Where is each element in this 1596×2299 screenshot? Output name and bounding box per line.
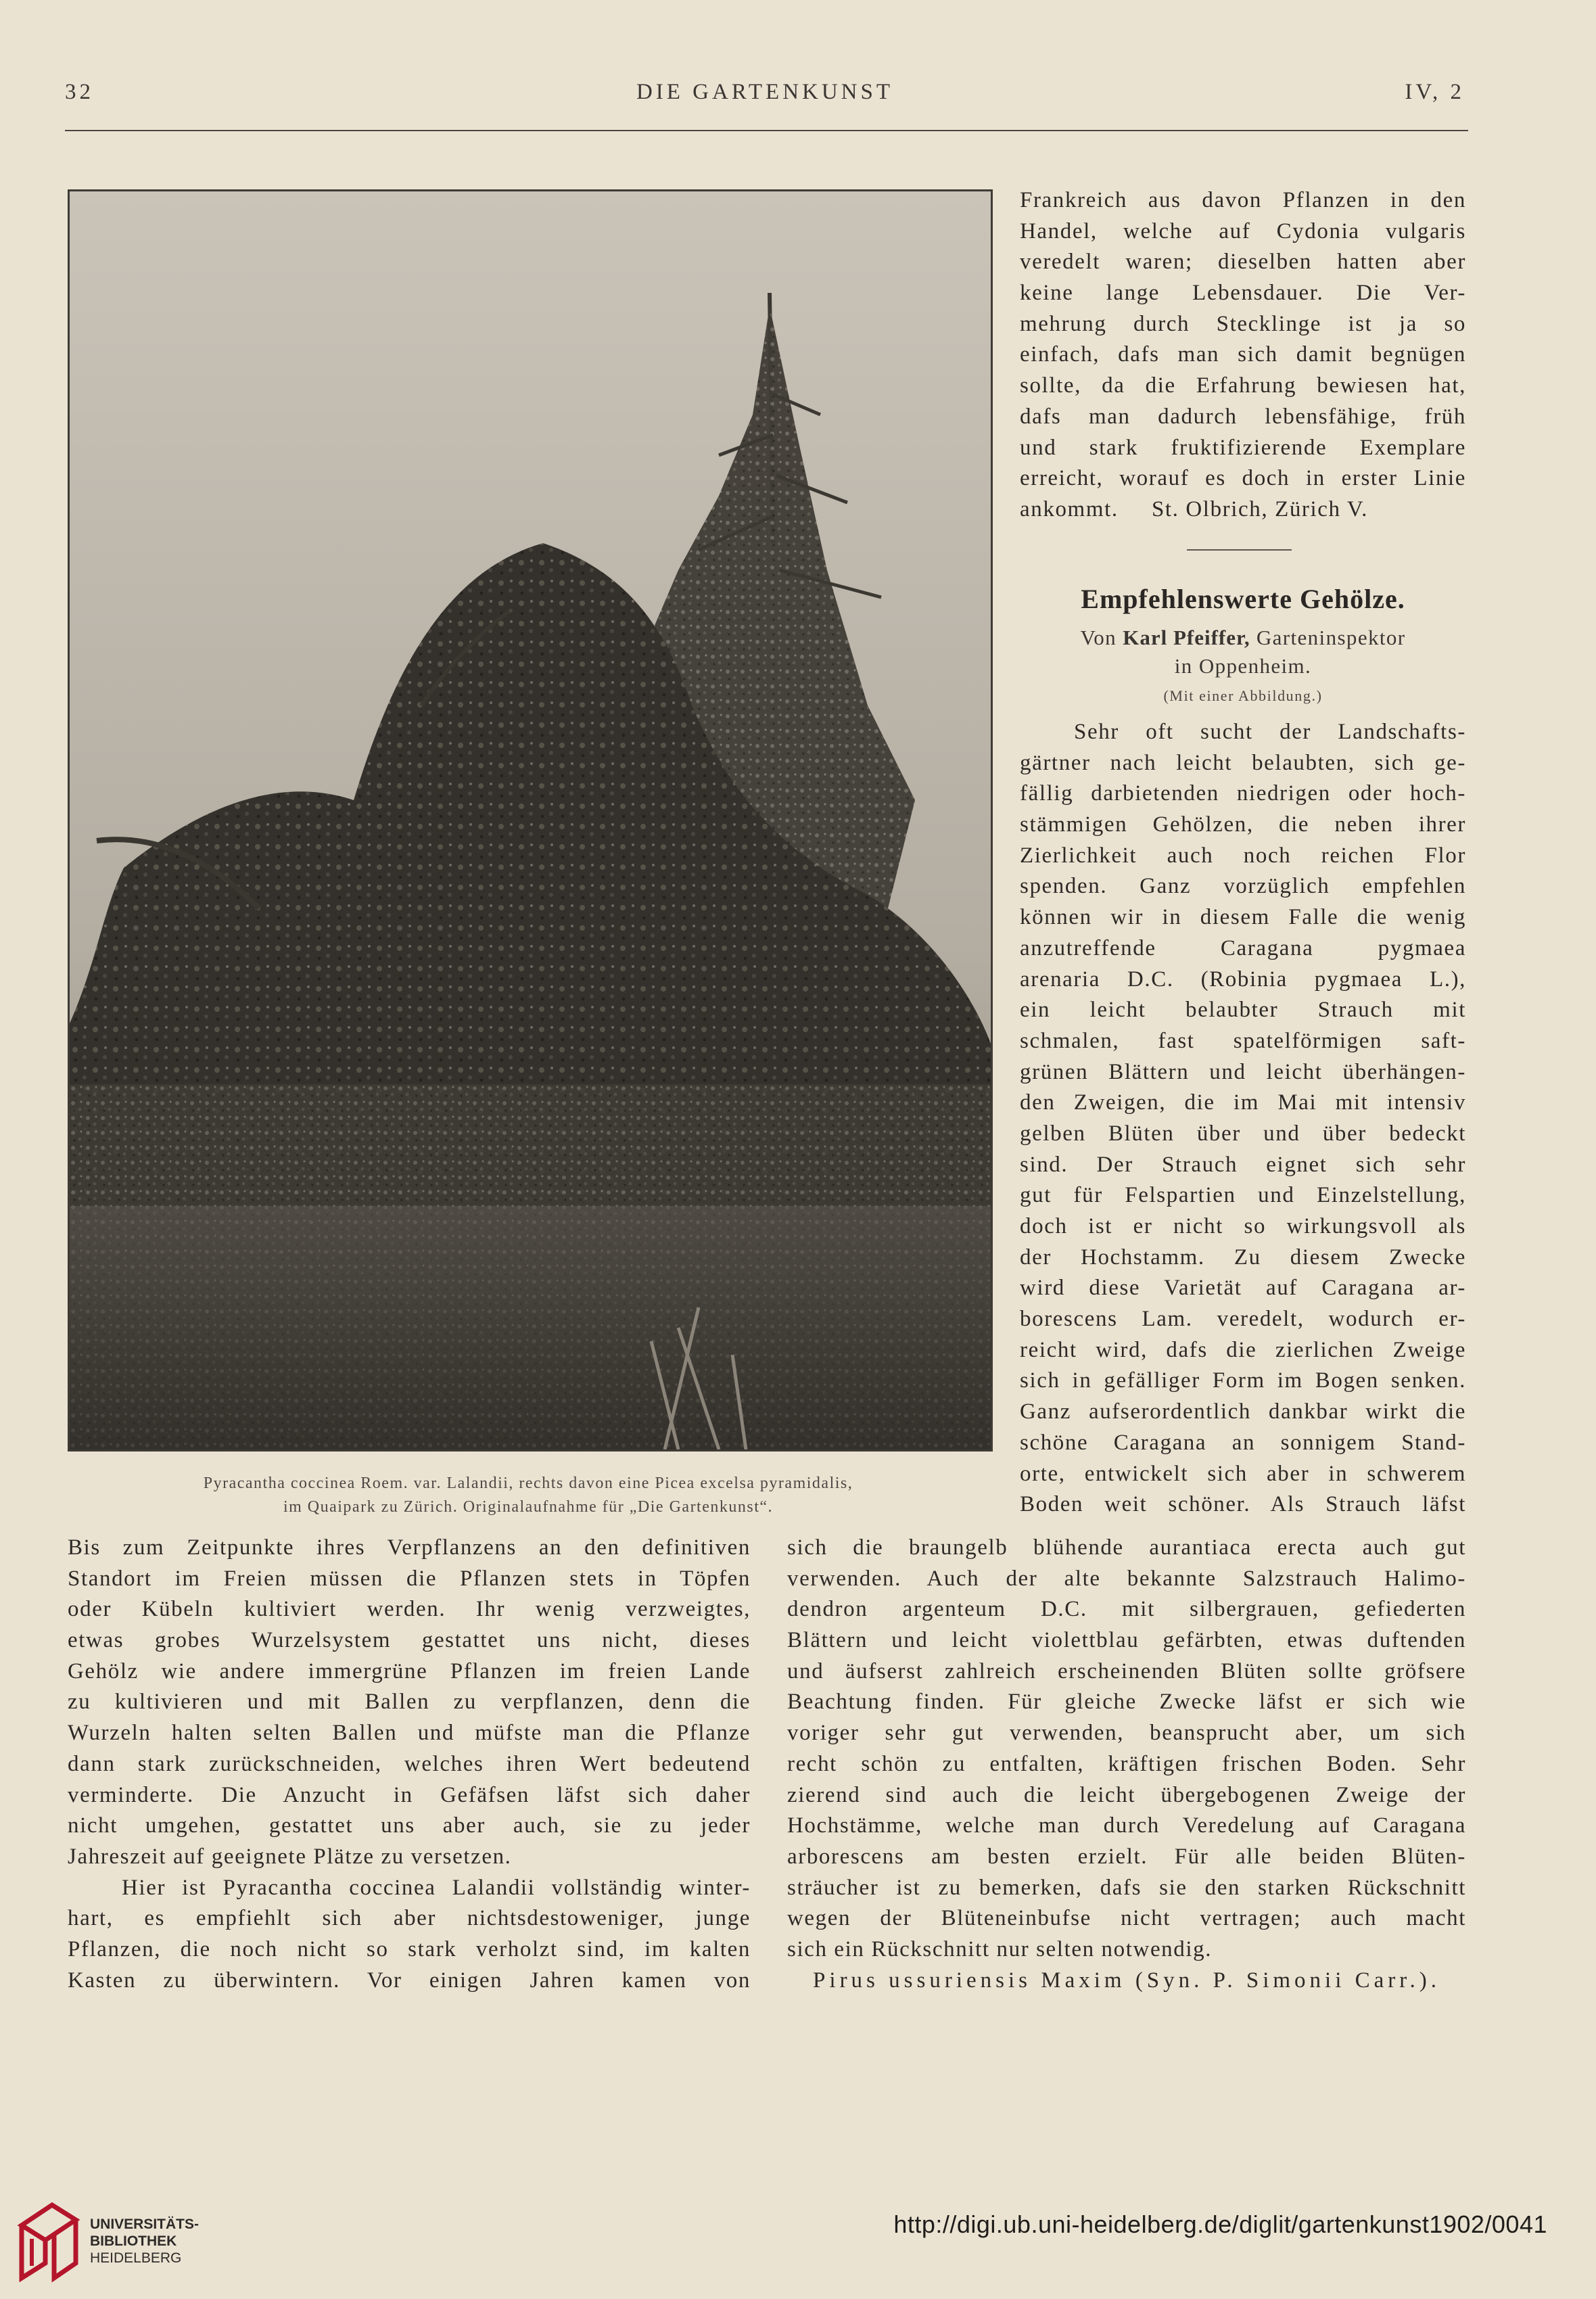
text-line: recht schön zu entfalten, kräftigen frischen Boden. Sehr (787, 1751, 1466, 1776)
text-line: reicht wird, dafs die zierlichen Zweige (1020, 1337, 1466, 1362)
text-line: gelben Blüten über und über bedeckt (1020, 1121, 1466, 1146)
library-name-line: UNIVERSITÄTS- (90, 2216, 200, 2232)
text-line: fällig darbietenden niedrigen oder hoch- (1020, 781, 1466, 806)
text-line: voriger sehr gut verwenden, beansprucht aber, um sich (787, 1721, 1466, 1746)
figure-caption (68, 1472, 989, 1519)
text-line: doch ist er nicht so wirkungsvoll als (1020, 1214, 1466, 1238)
article-byline (1020, 624, 1466, 680)
text-line: Beachtung finden. Für gleiche Zwecke läfst er sich wie (787, 1690, 1466, 1715)
text-line: Wurzeln halten selten Ballen und müfste man die Pflanze (68, 1721, 751, 1746)
text-line: dafs man dadurch lebensfähige, früh (1020, 404, 1466, 429)
text-line: den Zweigen, die im Mai mit intensiv (1020, 1090, 1466, 1115)
library-logo-icon (15, 2198, 83, 2286)
text-line: wegen der Blüteneinbufse nicht vertragen; auch macht (787, 1906, 1466, 1931)
text-line: Hochstämme, welche man durch Veredelung auf Caragana (787, 1813, 1466, 1838)
text-line: Standort im Freien müssen die Pflanzen stets in Töpfen (68, 1566, 751, 1591)
text-line: Jahreszeit auf geeignete Plätze zu versetzen. (68, 1844, 512, 1869)
text-line: können wir in diesem Falle die wenig (1020, 905, 1466, 930)
text-line: Hier ist Pyracantha coccinea Lalandii vollständig winter- (122, 1875, 751, 1900)
signature-line: ankommt. St. Olbrich, Zürich V. (1020, 496, 1368, 521)
running-header (65, 80, 1465, 114)
text-line: spenden. Ganz vorzüglich empfehlen (1020, 874, 1466, 899)
text-line: arborescens am besten erzielt. Für alle beiden Blüten- (787, 1844, 1466, 1869)
text-line: wird diese Varietät auf Caragana ar- (1020, 1276, 1466, 1301)
text-line: der Hochstamm. Zu diesem Zwecke (1020, 1245, 1466, 1270)
text-line: sich ein Rückschnitt nur selten notwendig. (787, 1936, 1213, 1961)
text-line: gut für Felspartien und Einzelstellung, (1020, 1183, 1466, 1208)
text-line: arenaria D.C. (Robinia pygmaea L.), (1020, 967, 1466, 992)
header-rule (65, 130, 1468, 131)
text-line: und äufserst zahlreich erscheinenden Blüten sollte gröfsere (787, 1658, 1466, 1683)
text-line: sind. Der Strauch eignet sich sehr (1020, 1152, 1466, 1177)
text-line: sich in gefälliger Form im Bogen senken. (1020, 1368, 1466, 1393)
issue-number: IV, 2 (1405, 80, 1465, 104)
article-title: Empfehlenswerte Gehölze. (1081, 584, 1405, 614)
text-line: dann stark zurückschneiden, welches ihren Wert bedeutend (68, 1751, 751, 1776)
right-column-top (1020, 185, 1466, 526)
text-line: anzutreffende Caragana pygmaea (1020, 935, 1466, 960)
right-column-body (1020, 717, 1466, 1520)
text-line: gärtner nach leicht belaubten, sich ge- (1020, 750, 1466, 775)
plant-photograph (68, 189, 993, 1452)
section-divider (1187, 549, 1292, 551)
text-line: und stark fruktifizierende Exemplare (1020, 435, 1466, 460)
text-line: hart, es empfiehlt sich aber nichtsdestoweniger, junge (68, 1906, 751, 1931)
text-line: ein leicht belaubter Strauch mit (1020, 998, 1466, 1023)
library-name-line: HEIDELBERG (90, 2250, 182, 2266)
text-line: stämmigen Gehölzen, die neben ihrer (1020, 812, 1466, 837)
text-line: Blättern und leicht violettblau gefärbten, etwas duftenden (787, 1628, 1466, 1653)
image-note: (Mit einer Abbildung.) (1163, 687, 1323, 704)
text-line: mehrung durch Stecklinge ist ja so (1020, 311, 1466, 336)
text-line: Ganz aufserordentlich dankbar wirkt die (1020, 1399, 1466, 1424)
library-name (90, 2216, 199, 2267)
author-role: Garteninspektor (1256, 626, 1406, 649)
text-line: Kasten zu überwintern. Vor einigen Jahren kamen von (68, 1968, 751, 1993)
text-line: Frankreich aus davon Pflanzen in den (1020, 188, 1466, 212)
text-line: grünen Blättern und leicht überhängen- (1020, 1059, 1466, 1084)
caption-line: Pyracantha coccinea Roem. var. Lalandii, rechts davon eine Picea excelsa pyramidalis, (203, 1474, 853, 1492)
section-heading-line: Pirus ussuriensis Maxim (Syn. P. Simonii Carr.). (813, 1968, 1440, 1993)
text-line: verminderte. Die Anzucht in Gefäfsen läfst sich daher (68, 1782, 751, 1807)
digitization-footer (0, 2185, 1596, 2299)
journal-title: DIE GARTENKUNST (636, 80, 894, 104)
text-line: Sehr oft sucht der Landschafts- (1074, 720, 1466, 744)
text-line: sich die braungelb blühende aurantiaca erecta auch gut (787, 1535, 1466, 1560)
text-line: Boden weit schöner. Als Strauch läfst (1020, 1492, 1466, 1517)
caption-line: im Quaipark zu Zürich. Originalaufnahme für „Die Gartenkunst“. (283, 1498, 774, 1516)
author-location: in Oppenheim. (1174, 654, 1312, 678)
text-line: nicht umgehen, gestattet uns aber auch, sie zu jeder (68, 1813, 751, 1838)
text-line: veredelt waren; dieselben hatten aber (1020, 250, 1466, 275)
text-line: Handel, welche auf Cydonia vulgaris (1020, 218, 1466, 243)
text-line: Bis zum Zeitpunkte ihres Verpflanzens an den definitiven (68, 1535, 751, 1560)
text-line: dendron argenteum D.C. mit silbergrauen, gefiederten (787, 1597, 1466, 1622)
text-line: Zierlichkeit auch noch reichen Flor (1020, 843, 1466, 868)
author-name: Karl Pfeiffer, (1123, 626, 1250, 649)
right-column-bottom (787, 1533, 1466, 1996)
text-line: sträucher ist zu bemerken, dafs sie den starken Rückschnitt (787, 1875, 1466, 1900)
source-url-link[interactable]: http://digi.ub.uni-heidelberg.de/diglit/gartenkunst1902/0041 (893, 2210, 1547, 2238)
text-line: schöne Caragana an sonnigem Stand- (1020, 1430, 1466, 1455)
text-line: verwenden. Auch der alte bekannte Salzstrauch Halimo- (787, 1566, 1466, 1591)
text-line: sollte, da die Erfahrung bewiesen hat, (1020, 373, 1466, 398)
byline-prefix: Von (1080, 626, 1117, 649)
text-line: schmalen, fast spatelförmigen saft- (1020, 1028, 1466, 1053)
text-line: zu kultivieren und mit Ballen zu verpflanzen, denn die (68, 1690, 751, 1715)
text-line: etwas grobes Wurzelsystem gestattet uns nicht, dieses (68, 1628, 751, 1653)
text-line: Gehölz wie andere immergrüne Pflanzen im freien Lande (68, 1658, 751, 1683)
text-line: einfach, dafs man sich damit begnügen (1020, 342, 1466, 367)
text-line: keine lange Lebensdauer. Die Ver- (1020, 281, 1466, 306)
text-line: zierend sind auch die leicht übergebogenen Zweige der (787, 1782, 1466, 1807)
text-line: erreicht, worauf es doch in erster Linie (1020, 466, 1466, 491)
text-line: oder Kübeln kultiviert werden. Ihr wenig verzweigtes, (68, 1597, 751, 1622)
page-number: 32 (65, 80, 94, 104)
text-line: orte, entwickelt sich aber in schwerem (1020, 1461, 1466, 1486)
text-line: Pflanzen, die noch nicht so stark verholzt sind, im kalten (68, 1936, 751, 1961)
text-line: borescens Lam. veredelt, wodurch er- (1020, 1307, 1466, 1332)
library-name-line: BIBLIOTHEK (90, 2233, 177, 2249)
left-column-bottom (68, 1533, 751, 1996)
